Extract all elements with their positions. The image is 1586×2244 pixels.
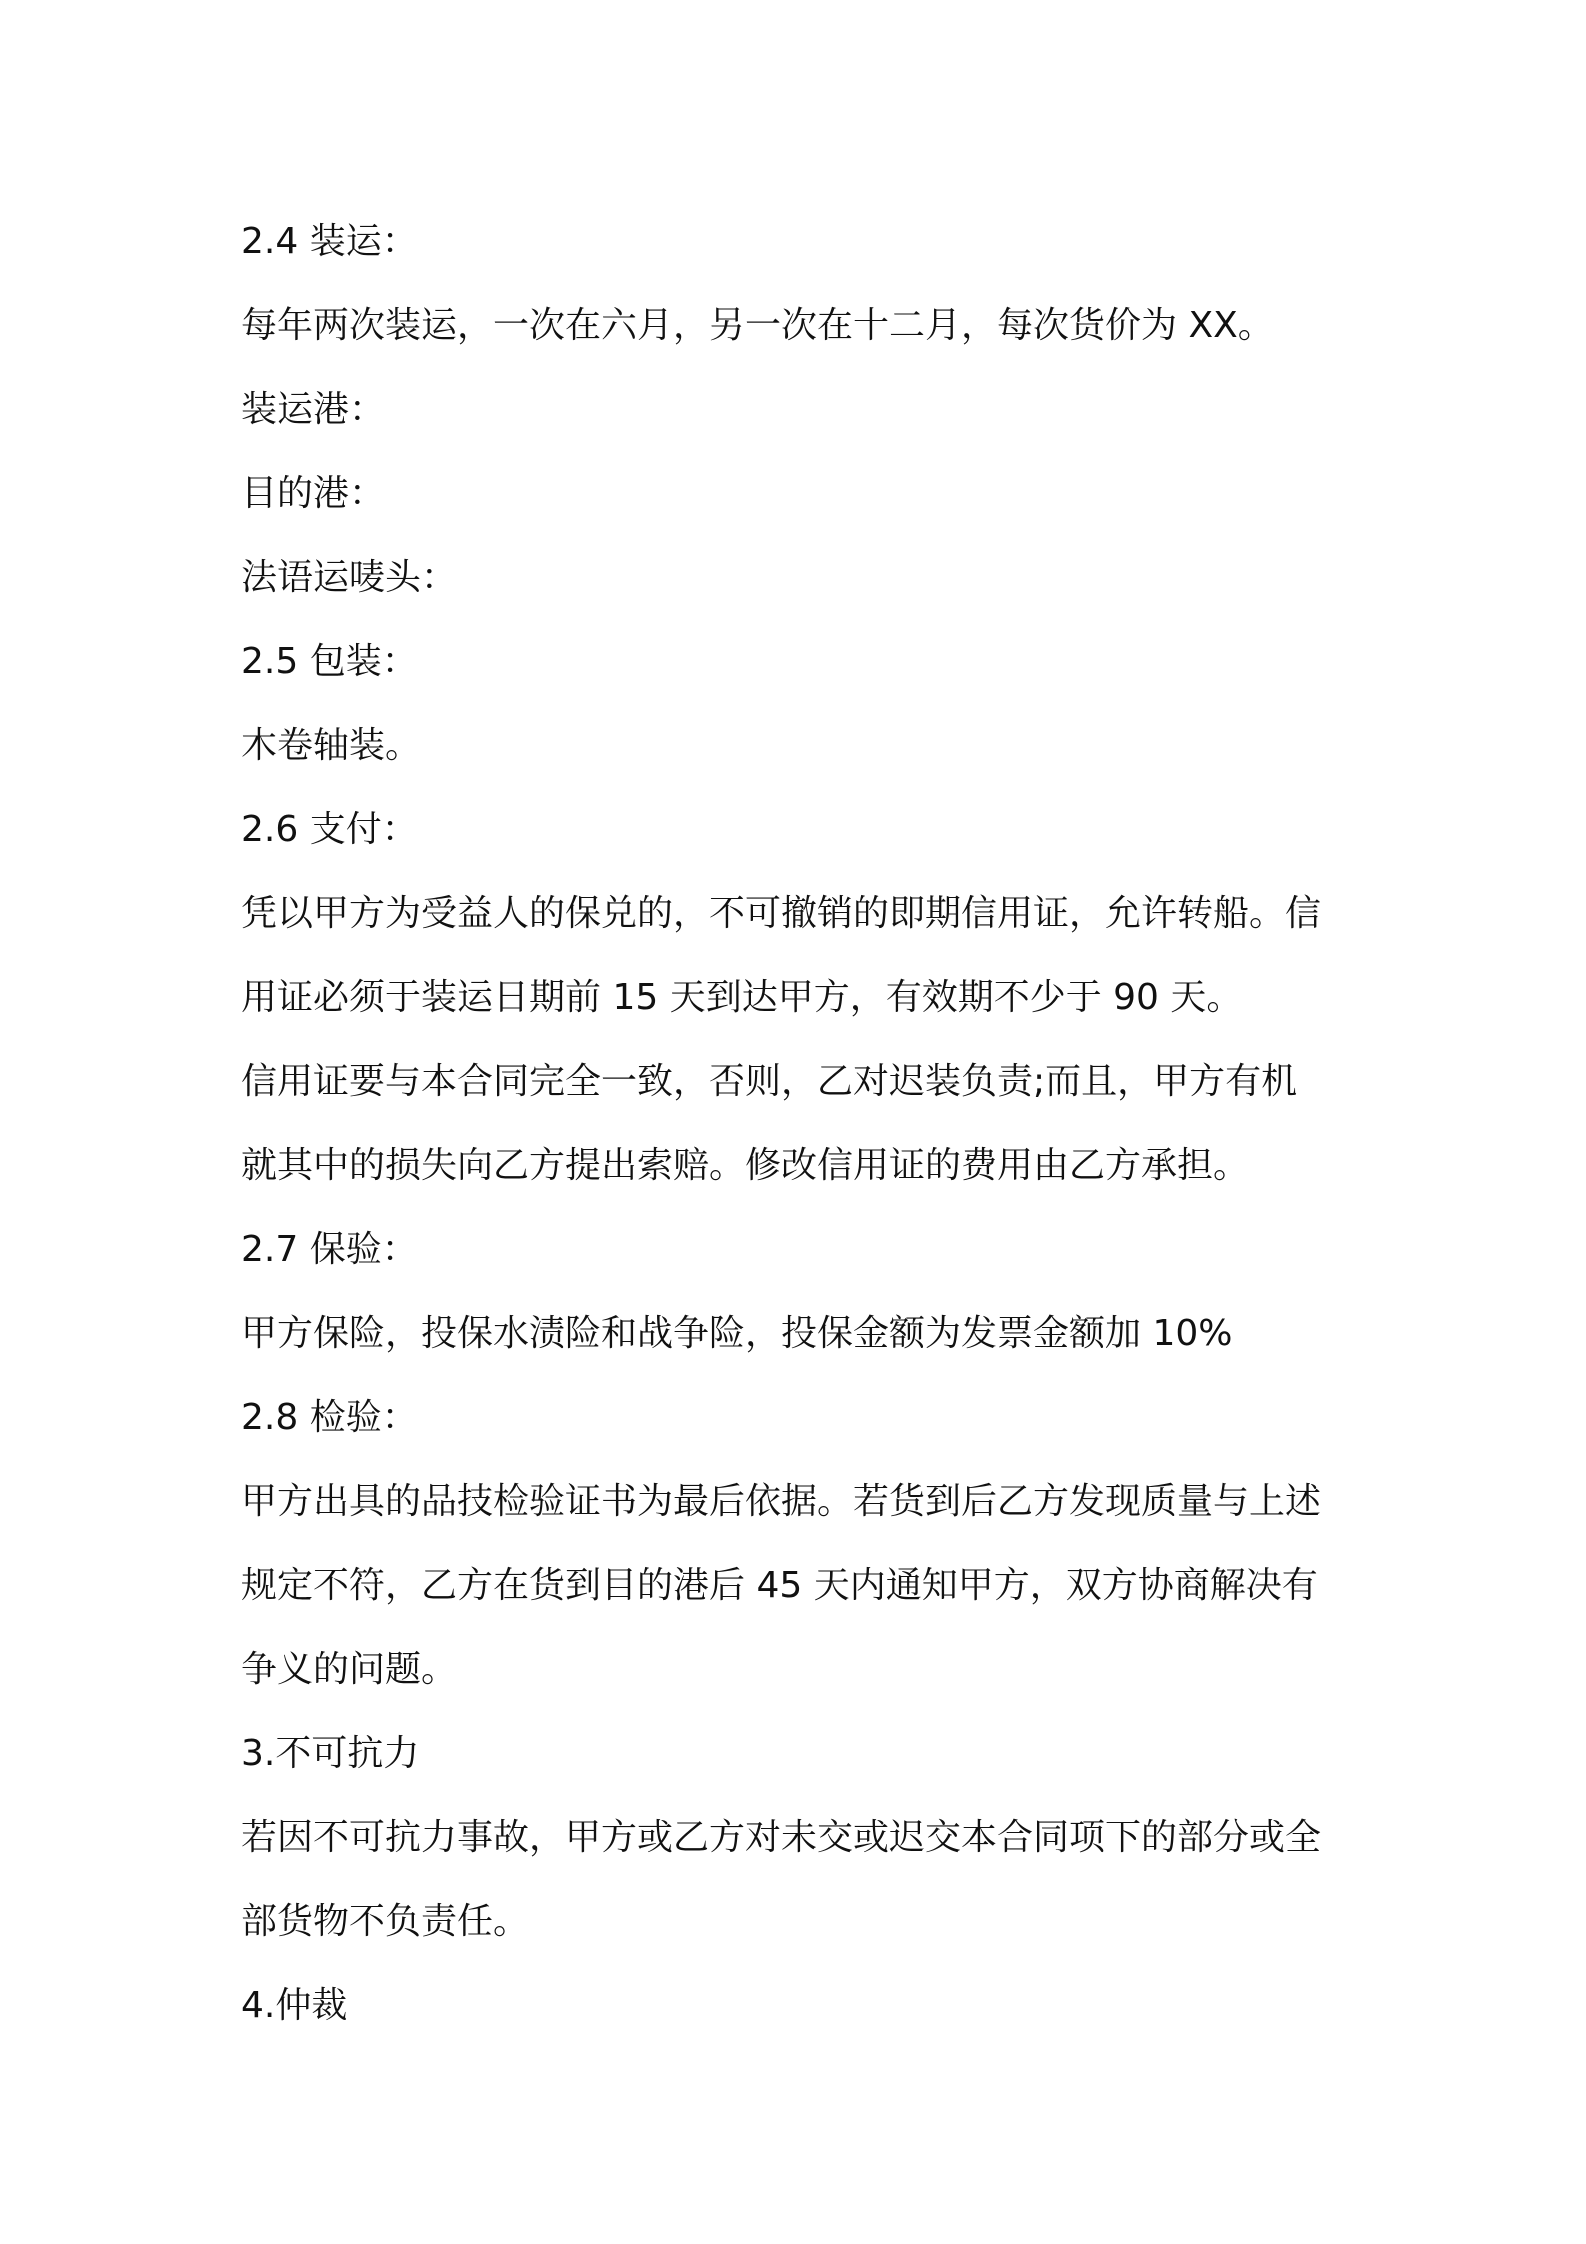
text-line: 木卷轴装。 xyxy=(241,725,422,766)
text-line: 部货物不负责任。 xyxy=(241,1901,530,1942)
text-line: 规定不符，乙方在货到目的港后 45 天内通知甲方，双方协商解决有 xyxy=(241,1565,1318,1606)
text-line: 甲方出具的品技检验证书为最后依据。若货到后乙方发现质量与上述 xyxy=(241,1481,1322,1522)
text-line: 甲方保险，投保水渍险和战争险，投保金额为发票金额加 10% xyxy=(241,1313,1233,1354)
heading-4-arbitration: 4.仲裁 xyxy=(241,1985,348,2026)
heading-2-4-shipment: 2.4 装运： xyxy=(241,221,418,262)
text-line: 争义的问题。 xyxy=(241,1649,458,1690)
text-line: 每年两次装运，一次在六月，另一次在十二月，每次货价为 XX。 xyxy=(241,305,1274,346)
heading-2-7-insurance: 2.7 保验： xyxy=(241,1229,418,1270)
text-line: 装运港： xyxy=(241,389,386,430)
text-line: 用证必须于装运日期前 15 天到达甲方，有效期不少于 90 天。 xyxy=(241,977,1243,1018)
heading-2-5-packing: 2.5 包装： xyxy=(241,641,418,682)
text-line: 就其中的损失向乙方提出索赔。修改信用证的费用由乙方承担。 xyxy=(241,1145,1250,1186)
text-line: 若因不可抗力事故，甲方或乙方对未交或迟交本合同项下的部分或全 xyxy=(241,1817,1322,1858)
text-line: 信用证要与本合同完全一致，否则，乙对迟装负责;而且，甲方有机 xyxy=(241,1061,1298,1102)
text-line: 法语运唛头： xyxy=(241,557,458,598)
heading-2-8-inspection: 2.8 检验： xyxy=(241,1397,418,1438)
text-line: 凭以甲方为受益人的保兑的，不可撤销的即期信用证，允许转船。信 xyxy=(241,893,1322,934)
heading-3-force-majeure: 3.不可抗力 xyxy=(241,1733,420,1774)
heading-2-6-payment: 2.6 支付： xyxy=(241,809,418,850)
document-body xyxy=(241,200,1371,2048)
text-line: 目的港： xyxy=(241,473,386,514)
